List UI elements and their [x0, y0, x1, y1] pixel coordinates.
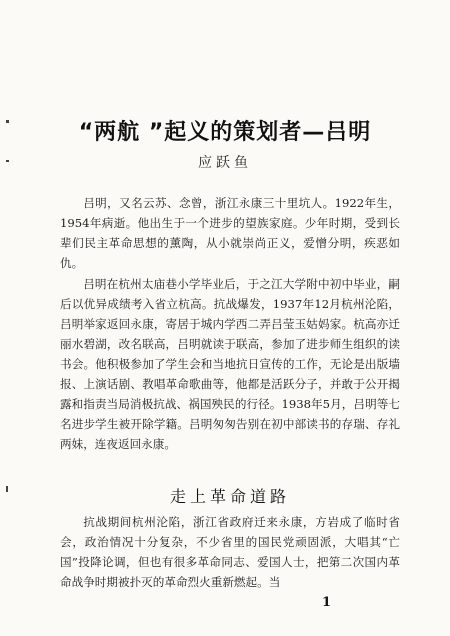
page-number: 1 [322, 595, 332, 610]
paragraph: 吕明，又名云苏、念曾，浙江永康三十里坑人。1922年生，1954年病逝。他出生于一个进步的望族家庭。少年时期，受到长辈们民主革命思想的薰陶，从小就崇尚正义，爱憎分明，疾恶如仇。 [60, 196, 400, 270]
paragraph: 抗战期间杭州沦陷，浙江省政府迁来永康，方岩成了临时省会，政治情况十分复杂，不少省里的国民党顽固派，大唱其“亡国”投降论调，但也有很多革命同志、爱国人士，把第二次国内革命战争时期被扑灭的革命烈火重新燃起。当 [60, 515, 400, 589]
article-title: “两航 ”起义的策划者—吕明 [78, 119, 372, 145]
paragraph: 吕明在杭州太庙巷小学毕业后，于之江大学附中初中毕业，嗣后以优异成绩考入省立杭高。抗战爆发，1937年12月杭州沦陷，吕明举家返回永康，寄居于城内学西二弄吕莹玉姑妈家。杭高亦迁丽水碧湖，改名联高，吕明就读于联高，参加了进步师生组织的读书会。他积极参加了学生会和当地抗日宣传的工作，无论是出版墙报、上演话剧、教唱革命歌曲等，他都是活跃分子，并敢于公开揭露和指责当局消极抗战、祸国殃民的行径。1938年5月，吕明等七名进步学生被开除学籍。吕明匆匆告别在初中部读书的存瑞、存礼两妹，连夜返回永康。 [60, 277, 400, 451]
article-author: 应跃鱼 [198, 155, 252, 171]
margin-mark [6, 486, 8, 492]
section-heading: 走上革命道路 [169, 487, 290, 506]
